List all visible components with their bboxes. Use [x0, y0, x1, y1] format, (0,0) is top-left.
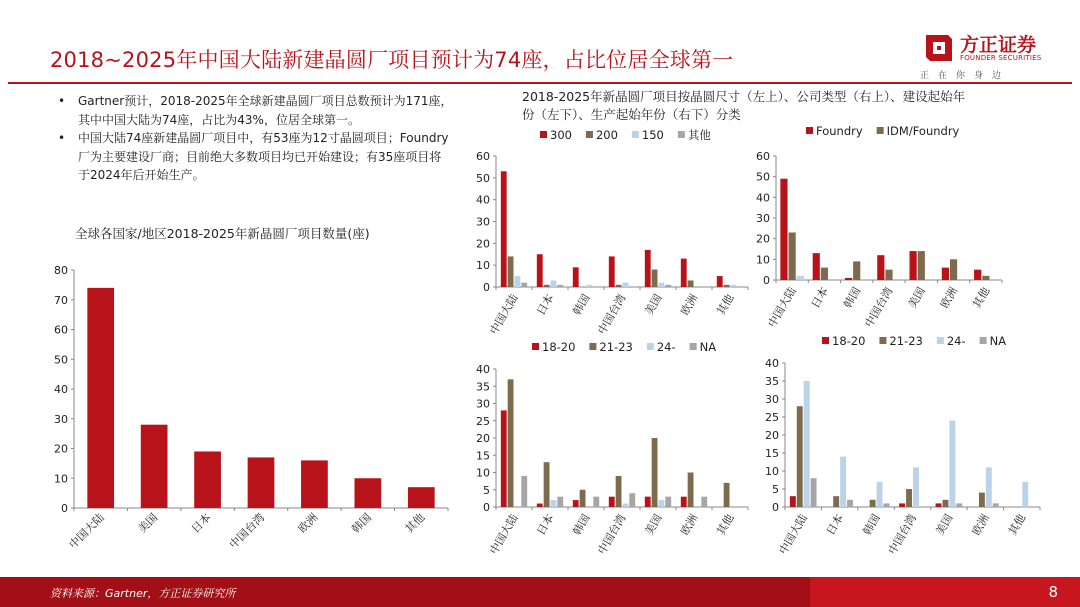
y-tick-label: 10 [476, 259, 490, 273]
bar [681, 497, 687, 507]
legend-swatch [647, 343, 654, 350]
y-tick-label: 30 [765, 393, 779, 406]
x-tick-label: 美国 [642, 292, 665, 318]
y-tick-label: 5 [483, 483, 490, 497]
y-tick-label: 10 [476, 466, 490, 480]
x-tick-label: 美国 [135, 510, 161, 536]
bar [942, 268, 949, 280]
y-tick-label: 10 [765, 465, 779, 478]
bar [790, 496, 796, 507]
bar [616, 285, 622, 287]
bar [797, 406, 803, 507]
bar [573, 267, 579, 287]
x-tick-label: 日本 [188, 510, 214, 536]
logo-name: 方正证券 [960, 34, 1037, 56]
y-tick-label: 40 [476, 363, 490, 376]
bar [501, 171, 507, 287]
x-tick-label: 欧洲 [969, 512, 992, 538]
x-tick-label: 韩国 [349, 510, 374, 536]
y-tick-label: 20 [765, 429, 779, 442]
bar [537, 254, 543, 287]
bar [645, 250, 651, 287]
x-tick-label: 欧洲 [937, 285, 961, 311]
bar [659, 500, 665, 507]
x-tick-label: 欧洲 [678, 512, 701, 538]
y-tick-label: 40 [476, 193, 490, 207]
x-tick-label: 其他 [970, 285, 993, 311]
bar [609, 497, 615, 507]
bar [956, 503, 962, 507]
bar [593, 497, 599, 507]
bar [557, 497, 563, 507]
y-tick-label: 5 [772, 483, 779, 496]
x-tick-label: 中国大陆 [776, 512, 810, 557]
y-tick-label: 35 [476, 380, 490, 394]
bar [993, 503, 999, 507]
legend-label: 24- [946, 334, 966, 348]
x-tick-label: 其他 [714, 292, 737, 318]
legend-swatch [806, 127, 813, 134]
y-tick-label: 20 [476, 432, 490, 445]
legend-swatch [532, 343, 539, 350]
bar [652, 270, 658, 287]
bar [910, 251, 917, 280]
x-tick-label: 韩国 [841, 285, 864, 311]
bar [508, 379, 514, 507]
x-tick-label: 美国 [933, 512, 956, 538]
y-tick-label: 50 [476, 171, 490, 185]
y-tick-label: 60 [756, 150, 770, 163]
bar [877, 255, 884, 280]
y-tick-label: 15 [765, 447, 779, 460]
x-tick-label: 欧洲 [678, 292, 701, 318]
bar [797, 276, 804, 280]
bar [717, 276, 723, 287]
y-tick-label: 20 [476, 237, 490, 251]
bar [918, 251, 925, 280]
legend-label: 21-23 [599, 340, 633, 354]
y-tick-label: 25 [765, 411, 779, 424]
bar [587, 285, 593, 287]
legend-label: 18-20 [832, 334, 866, 348]
bar [906, 489, 912, 507]
x-tick-label: 韩国 [570, 292, 593, 318]
y-tick-label: 0 [763, 274, 770, 287]
x-tick-label: 中国大陆 [66, 510, 107, 552]
legend-swatch [937, 337, 944, 344]
logo-english: FOUNDER SECURITIES [960, 54, 1042, 62]
legend-swatch [540, 131, 547, 138]
bar [982, 276, 989, 280]
legend-label: IDM/Foundry [886, 124, 960, 138]
x-tick-label: 中国台湾 [862, 285, 896, 330]
logo-slogan: 正在你身边 [920, 71, 1011, 81]
bar [508, 256, 514, 287]
bar [950, 259, 957, 280]
bar [853, 261, 860, 280]
y-tick-label: 50 [54, 353, 68, 367]
legend-label: NA [699, 340, 717, 354]
x-tick-label: 中国大陆 [487, 512, 521, 557]
bar [408, 487, 435, 508]
page-number: 8 [1048, 583, 1058, 601]
y-tick-label: 30 [476, 397, 490, 411]
x-tick-label: 中国台湾 [595, 292, 629, 337]
bullet-dot-icon: • [58, 131, 66, 145]
x-tick-label: 日本 [534, 512, 557, 538]
y-tick-label: 0 [61, 502, 68, 515]
footer-bar [0, 577, 1080, 607]
bullet-text: 中国大陆74座新建晶圆厂项目中，有53座为12寸晶圆项目；Foundry厂为主要建设厂商；目前绝大多数项目均已开始建设；有35座项目将于2024年后开始生产。 [78, 131, 449, 182]
x-tick-label: 其他 [714, 512, 737, 538]
bar [949, 421, 955, 507]
x-tick-label: 中国台湾 [885, 512, 920, 557]
bar [804, 381, 810, 507]
bar [544, 462, 550, 507]
y-tick-label: 20 [54, 442, 68, 456]
x-tick-label: 欧洲 [295, 510, 321, 536]
x-tick-label: 其他 [402, 510, 428, 536]
bar [813, 253, 820, 280]
bar [645, 497, 651, 507]
legend-label: 21-23 [889, 334, 923, 348]
y-tick-label: 80 [54, 264, 68, 277]
x-tick-label: 日本 [534, 292, 557, 318]
bar [537, 504, 543, 507]
bar [731, 285, 737, 287]
bar [573, 500, 579, 507]
bar [521, 476, 527, 507]
x-tick-label: 其他 [1006, 512, 1029, 538]
legend-swatch [980, 337, 987, 344]
bar [501, 410, 507, 507]
bar [248, 457, 275, 508]
y-tick-label: 50 [756, 170, 770, 184]
y-tick-label: 40 [54, 383, 68, 396]
bar [551, 280, 557, 287]
legend-label: 150 [641, 128, 664, 142]
y-tick-label: 40 [765, 357, 779, 370]
bar [515, 276, 521, 287]
bar [665, 497, 671, 507]
legend-swatch [678, 131, 685, 138]
legend-swatch [632, 131, 639, 138]
y-tick-label: 70 [54, 293, 68, 307]
y-tick-label: 30 [756, 212, 770, 225]
bar [899, 503, 905, 507]
x-tick-label: 韩国 [860, 512, 883, 538]
bar [623, 504, 629, 507]
bar [847, 500, 853, 507]
legend-label: 300 [550, 128, 572, 142]
legend-label: 200 [595, 128, 618, 142]
bar [883, 503, 889, 507]
legend-label: 24- [656, 340, 676, 354]
x-tick-label: 中国台湾 [226, 510, 268, 552]
bar [551, 500, 557, 507]
y-tick-label: 30 [54, 412, 68, 426]
bar [665, 285, 671, 287]
x-tick-label: 韩国 [570, 512, 593, 538]
bar [789, 232, 796, 280]
legend-swatch [589, 343, 596, 350]
x-tick-label: 美国 [905, 285, 928, 311]
legend-swatch [879, 337, 886, 344]
bar [87, 288, 114, 508]
y-tick-label: 60 [476, 150, 490, 163]
bar [780, 179, 787, 280]
bar [609, 256, 615, 287]
bar [301, 460, 328, 508]
y-tick-label: 10 [756, 253, 770, 267]
legend-label: NA [989, 334, 1007, 348]
y-tick-label: 35 [765, 375, 779, 388]
bar [877, 482, 883, 507]
left-chart-title: 全球各国家/地区2018-2025年新晶圆厂项目数量(座) [75, 226, 370, 241]
bar [986, 467, 992, 507]
bar [943, 500, 949, 507]
x-tick-label: 日本 [823, 512, 847, 538]
bar [811, 478, 817, 507]
legend-label: 18-20 [542, 340, 576, 354]
bar [936, 503, 942, 507]
y-tick-label: 20 [756, 232, 770, 246]
bar [724, 285, 730, 287]
legend-label: Foundry [816, 124, 863, 138]
legend-swatch [877, 127, 884, 134]
y-tick-label: 0 [483, 501, 490, 514]
bar [557, 285, 563, 287]
bar [616, 476, 622, 507]
y-tick-label: 0 [483, 281, 490, 294]
legend-swatch [690, 343, 697, 350]
source-note: 资料来源：Gartner，方正证券研究所 [50, 587, 236, 600]
bar [1022, 482, 1028, 507]
page-title: 2018~2025年中国大陆新建晶圆厂项目预计为74座，占比位居全球第一 [50, 48, 734, 72]
x-tick-label: 日本 [808, 285, 832, 311]
y-tick-label: 15 [476, 449, 490, 463]
x-tick-label: 中国大陆 [765, 285, 799, 330]
bar [521, 283, 527, 287]
bullet-dot-icon: • [58, 94, 66, 108]
bar [913, 467, 919, 507]
x-tick-label: 中国台湾 [595, 512, 629, 557]
bar [845, 278, 852, 280]
bar [544, 285, 550, 287]
bar [688, 473, 694, 508]
y-tick-label: 40 [756, 191, 770, 205]
y-tick-label: 10 [54, 472, 68, 486]
bar [688, 280, 694, 287]
bar [821, 268, 828, 280]
bar [355, 478, 382, 508]
bar [885, 270, 892, 280]
bar [141, 425, 168, 508]
bar [870, 500, 876, 507]
y-tick-label: 0 [772, 501, 779, 514]
bar [724, 483, 730, 507]
legend-label: 其他 [687, 128, 711, 142]
bar [652, 438, 658, 507]
x-tick-label: 美国 [642, 512, 665, 538]
bar [194, 451, 221, 508]
bar [840, 457, 846, 507]
y-tick-label: 60 [54, 323, 68, 337]
bar [833, 496, 839, 507]
bar [681, 259, 687, 287]
bar [629, 493, 635, 507]
bullet-text: Gartner预计，2018-2025年全球新建晶圆厂项目总数预计为171座，其中中国大陆为74座，占比为43%，位居全球第一。 [78, 94, 453, 127]
bar [974, 270, 981, 280]
legend-swatch [586, 131, 593, 138]
bar [659, 283, 665, 287]
y-tick-label: 30 [476, 215, 490, 229]
bar [623, 283, 629, 287]
y-tick-label: 25 [476, 414, 490, 428]
bar [701, 497, 707, 507]
right-charts-title: 2018-2025年新晶圆厂项目按晶圆尺寸（左上）、公司类型（右上）、建设起始年份（左下）、生产起始年份（右下）分类 [522, 89, 966, 122]
x-tick-label: 中国大陆 [487, 292, 521, 337]
legend-swatch [822, 337, 829, 344]
bar [580, 490, 586, 507]
bar [979, 493, 985, 507]
